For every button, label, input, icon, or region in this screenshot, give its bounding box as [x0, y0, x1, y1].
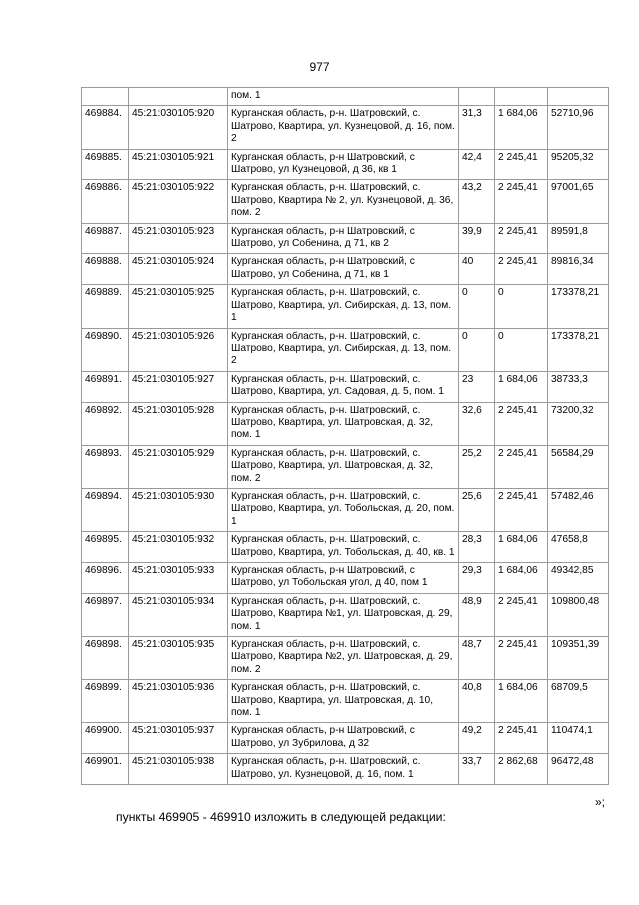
cell-cadastral: 45:21:030105:927	[129, 371, 228, 402]
cell-address: Курганская область, р-н. Шатровский, с. Шатрово, Квартира, ул. Шатровская, д. 32, пом. 2	[228, 445, 459, 488]
cell-num: 469901.	[82, 754, 129, 785]
cell-cadastral	[129, 88, 228, 106]
table-row	[82, 371, 609, 402]
registry-table	[81, 87, 609, 785]
table-row	[82, 328, 609, 371]
cell-cadastral: 45:21:030105:932	[129, 532, 228, 563]
cell-area: 32,6	[459, 402, 495, 445]
cell-value: 109351,39	[548, 637, 609, 680]
registry-table-body	[82, 88, 609, 785]
cell-cadastral: 45:21:030105:924	[129, 254, 228, 285]
cell-rate: 1 684,06	[495, 371, 548, 402]
cell-area: 25,6	[459, 488, 495, 531]
cell-address: Курганская область, р-н. Шатровский, с. Шатрово, Квартира, ул. Сибирская, д. 13, пом. 1	[228, 285, 459, 328]
cell-address: Курганская область, р-н Шатровский, с Шатрово, ул Тобольская угол, д 40, пом 1	[228, 563, 459, 594]
cell-area: 48,9	[459, 593, 495, 636]
cell-value: 96472,48	[548, 754, 609, 785]
cell-cadastral: 45:21:030105:925	[129, 285, 228, 328]
cell-cadastral: 45:21:030105:920	[129, 106, 228, 149]
cell-area: 49,2	[459, 723, 495, 754]
cell-rate: 2 245,41	[495, 180, 548, 223]
cell-num: 469897.	[82, 593, 129, 636]
cell-cadastral: 45:21:030105:921	[129, 149, 228, 180]
cell-rate: 1 684,06	[495, 680, 548, 723]
cell-address: Курганская область, р-н. Шатровский, с. Шатрово, Квартира, ул. Шатровская, д. 10, пом. 1	[228, 680, 459, 723]
table-row	[82, 106, 609, 149]
cell-area: 43,2	[459, 180, 495, 223]
cell-cadastral: 45:21:030105:926	[129, 328, 228, 371]
cell-num: 469887.	[82, 223, 129, 254]
table-row	[82, 563, 609, 594]
cell-rate	[495, 88, 548, 106]
cell-address: Курганская область, р-н. Шатровский, с. Шатрово, Квартира, ул. Кузнецовой, д. 16, пом. 2	[228, 106, 459, 149]
cell-rate: 1 684,06	[495, 563, 548, 594]
cell-address: Курганская область, р-н. Шатровский, с. Шатрово, Квартира, ул. Тобольская, д. 20, пом. 1	[228, 488, 459, 531]
cell-num: 469893.	[82, 445, 129, 488]
cell-value: 95205,32	[548, 149, 609, 180]
table-row	[82, 149, 609, 180]
cell-num: 469885.	[82, 149, 129, 180]
table-row	[82, 680, 609, 723]
cell-rate: 0	[495, 285, 548, 328]
cell-value: 38733,3	[548, 371, 609, 402]
cell-rate: 2 245,41	[495, 149, 548, 180]
amendment-instruction: пункты 469905 - 469910 изложить в следующей редакции:	[116, 810, 446, 824]
cell-value: 89816,34	[548, 254, 609, 285]
cell-num: 469892.	[82, 402, 129, 445]
cell-num: 469898.	[82, 637, 129, 680]
cell-num: 469900.	[82, 723, 129, 754]
cell-num: 469899.	[82, 680, 129, 723]
cell-address: Курганская область, р-н. Шатровский, с. Шатрово, ул. Кузнецовой, д. 16, пом. 1	[228, 754, 459, 785]
cell-value: 49342,85	[548, 563, 609, 594]
cell-rate: 0	[495, 328, 548, 371]
cell-area: 33,7	[459, 754, 495, 785]
cell-address: Курганская область, р-н Шатровский, с Шатрово, ул Собенина, д 71, кв 1	[228, 254, 459, 285]
cell-value: 173378,21	[548, 328, 609, 371]
cell-value: 73200,32	[548, 402, 609, 445]
cell-address: пом. 1	[228, 88, 459, 106]
cell-cadastral: 45:21:030105:922	[129, 180, 228, 223]
table-row	[82, 180, 609, 223]
cell-area: 40	[459, 254, 495, 285]
cell-value: 97001,65	[548, 180, 609, 223]
page-number: 977	[309, 60, 330, 74]
cell-rate: 2 245,41	[495, 637, 548, 680]
table-row	[82, 637, 609, 680]
cell-rate: 2 245,41	[495, 723, 548, 754]
cell-area: 0	[459, 328, 495, 371]
cell-area: 40,8	[459, 680, 495, 723]
cell-cadastral: 45:21:030105:923	[129, 223, 228, 254]
table-row	[82, 532, 609, 563]
cell-cadastral: 45:21:030105:934	[129, 593, 228, 636]
cell-area	[459, 88, 495, 106]
cell-cadastral: 45:21:030105:933	[129, 563, 228, 594]
cell-num: 469889.	[82, 285, 129, 328]
cell-cadastral: 45:21:030105:937	[129, 723, 228, 754]
cell-rate: 2 862,68	[495, 754, 548, 785]
cell-address: Курганская область, р-н Шатровский, с Шатрово, ул Собенина, д 71, кв 2	[228, 223, 459, 254]
table-row	[82, 223, 609, 254]
cell-rate: 1 684,06	[495, 532, 548, 563]
cell-rate: 2 245,41	[495, 593, 548, 636]
cell-value: 68709,5	[548, 680, 609, 723]
cell-value: 47658,8	[548, 532, 609, 563]
cell-cadastral: 45:21:030105:938	[129, 754, 228, 785]
cell-address: Курганская область, р-н. Шатровский, с. Шатрово, Квартира, ул. Тобольская, д. 40, кв. 1	[228, 532, 459, 563]
table-row	[82, 402, 609, 445]
cell-area: 48,7	[459, 637, 495, 680]
cell-area: 42,4	[459, 149, 495, 180]
cell-num: 469884.	[82, 106, 129, 149]
cell-rate: 2 245,41	[495, 223, 548, 254]
cell-value	[548, 88, 609, 106]
cell-area: 0	[459, 285, 495, 328]
cell-cadastral: 45:21:030105:928	[129, 402, 228, 445]
closing-quote-mark: »;	[595, 795, 606, 809]
cell-area: 25,2	[459, 445, 495, 488]
table-row	[82, 488, 609, 531]
cell-address: Курганская область, р-н. Шатровский, с. Шатрово, Квартира №2, ул. Шатровская, д. 29, пом. 2	[228, 637, 459, 680]
cell-num: 469896.	[82, 563, 129, 594]
cell-rate: 2 245,41	[495, 402, 548, 445]
cell-cadastral: 45:21:030105:935	[129, 637, 228, 680]
cell-value: 109800,48	[548, 593, 609, 636]
cell-rate: 2 245,41	[495, 488, 548, 531]
table-row	[82, 593, 609, 636]
table-row	[82, 285, 609, 328]
cell-address: Курганская область, р-н Шатровский, с Шатрово, ул Кузнецовой, д 36, кв 1	[228, 149, 459, 180]
table-row	[82, 723, 609, 754]
cell-num: 469890.	[82, 328, 129, 371]
cell-num: 469886.	[82, 180, 129, 223]
cell-num: 469894.	[82, 488, 129, 531]
cell-address: Курганская область, р-н. Шатровский, с. Шатрово, Квартира, ул. Садовая, д. 5, пом. 1	[228, 371, 459, 402]
cell-cadastral: 45:21:030105:930	[129, 488, 228, 531]
cell-address: Курганская область, р-н. Шатровский, с. Шатрово, Квартира, ул. Шатровская, д. 32, пом. 1	[228, 402, 459, 445]
cell-address: Курганская область, р-н. Шатровский, с. Шатрово, Квартира, ул. Сибирская, д. 13, пом. 2	[228, 328, 459, 371]
cell-address: Курганская область, р-н. Шатровский, с. Шатрово, Квартира № 2, ул. Кузнецовой, д. 36, пом. 2	[228, 180, 459, 223]
cell-value: 110474,1	[548, 723, 609, 754]
cell-num: 469888.	[82, 254, 129, 285]
cell-value: 173378,21	[548, 285, 609, 328]
cell-address: Курганская область, р-н Шатровский, с Шатрово, ул Зубрилова, д 32	[228, 723, 459, 754]
cell-rate: 2 245,41	[495, 254, 548, 285]
cell-num: 469895.	[82, 532, 129, 563]
cell-area: 29,3	[459, 563, 495, 594]
cell-cadastral: 45:21:030105:936	[129, 680, 228, 723]
cell-value: 56584,29	[548, 445, 609, 488]
cell-num: 469891.	[82, 371, 129, 402]
cell-num	[82, 88, 129, 106]
continuation-row	[82, 88, 609, 106]
table-row	[82, 754, 609, 785]
cell-rate: 2 245,41	[495, 445, 548, 488]
cell-area: 23	[459, 371, 495, 402]
table-row	[82, 254, 609, 285]
table-row	[82, 445, 609, 488]
cell-address: Курганская область, р-н. Шатровский, с. Шатрово, Квартира №1, ул. Шатровская, д. 29, пом. 1	[228, 593, 459, 636]
cell-rate: 1 684,06	[495, 106, 548, 149]
cell-area: 28,3	[459, 532, 495, 563]
cell-value: 52710,96	[548, 106, 609, 149]
cell-area: 31,3	[459, 106, 495, 149]
cell-value: 57482,46	[548, 488, 609, 531]
cell-area: 39,9	[459, 223, 495, 254]
cell-value: 89591,8	[548, 223, 609, 254]
cell-cadastral: 45:21:030105:929	[129, 445, 228, 488]
